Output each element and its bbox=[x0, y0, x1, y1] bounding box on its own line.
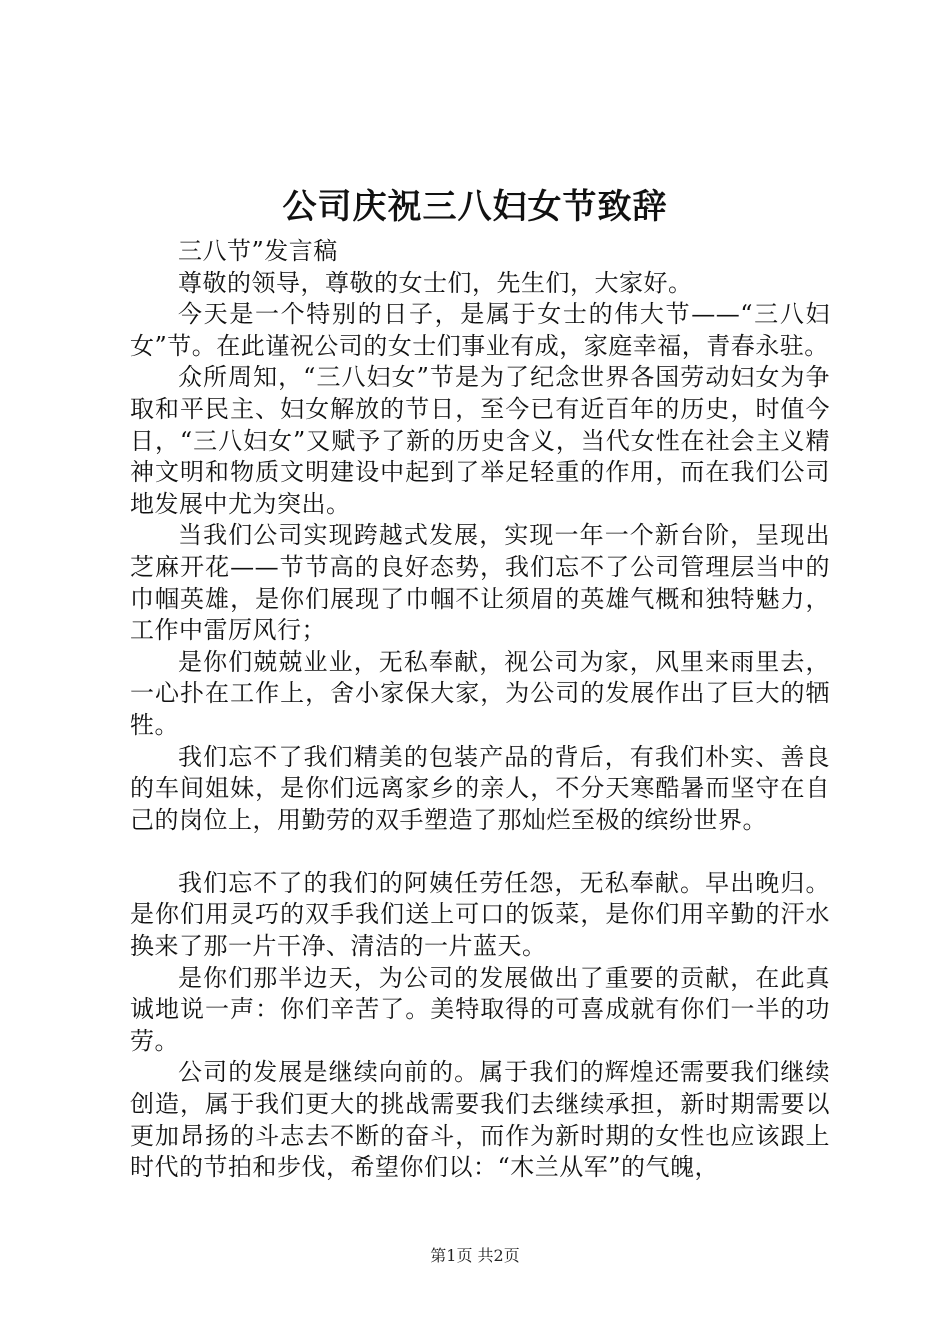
paragraph: 我们忘不了我们精美的包装产品的背后，有我们朴实、善良的车间姐妹，是你们远离家乡的亲人，不分天寒酷暑而坚守在自己的岗位上，用勤劳的双手塑造了那灿烂至极的缤纷世界。 bbox=[130, 742, 830, 834]
paragraph: 公司的发展是继续向前的。属于我们的辉煌还需要我们继续创造，属于我们更大的挑战需要我们去继续承担，新时期需要以更加昂扬的斗志去不断的奋斗，而作为新时期的女性也应该跟上时代的节拍和步伐，希望你们以：“木兰从军”的气魄， bbox=[130, 1058, 830, 1182]
page-title: 公司庆祝三八妇女节致辞 bbox=[282, 187, 668, 227]
paragraph: 当我们公司实现跨越式发展，实现一年一个新台阶，呈现出芝麻开花——节节高的良好态势，我们忘不了公司管理层当中的巾帼英雄，是你们展现了巾帼不让须眉的英雄气概和独特魅力，工作中雷厉风行； bbox=[130, 521, 830, 645]
paragraph: 三八节”发言稿 bbox=[178, 237, 338, 265]
document-body bbox=[130, 236, 830, 1184]
page-number: 第1页 共2页 bbox=[430, 1246, 520, 1265]
paragraph: 众所周知，“三八妇女”节是为了纪念世界各国劳动妇女为争取和平民主、妇女解放的节日，至今已有近百年的历史，时值今日，“三八妇女”又赋予了新的历史含义，当代女性在社会主义精神文明和物质文明建设中起到了举足轻重的作用，而在我们公司地发展中尤为突出。 bbox=[130, 363, 830, 518]
paragraph: 我们忘不了的我们的阿姨任劳任怨，无私奉献。早出晚归。是你们用灵巧的双手我们送上可口的饭菜，是你们用辛勤的汗水换来了那一片干净、清洁的一片蓝天。 bbox=[130, 868, 830, 961]
paragraph: 尊敬的领导，尊敬的女士们，先生们，大家好。 bbox=[178, 268, 693, 297]
paragraph: 是你们兢兢业业，无私奉献，视公司为家，风里来雨里去，一心扑在工作上，舍小家保大家，为公司的发展作出了巨大的牺牲。 bbox=[130, 647, 830, 739]
paragraph: 今天是一个特别的日子，是属于女士的伟大节——“三八妇女”节。在此谨祝公司的女士们事业有成，家庭幸福，青春永驻。 bbox=[130, 300, 830, 360]
paragraph: 是你们那半边天，为公司的发展做出了重要的贡献，在此真诚地说一声：你们辛苦了。美特取得的可喜成就有你们一半的功劳。 bbox=[130, 963, 830, 1055]
